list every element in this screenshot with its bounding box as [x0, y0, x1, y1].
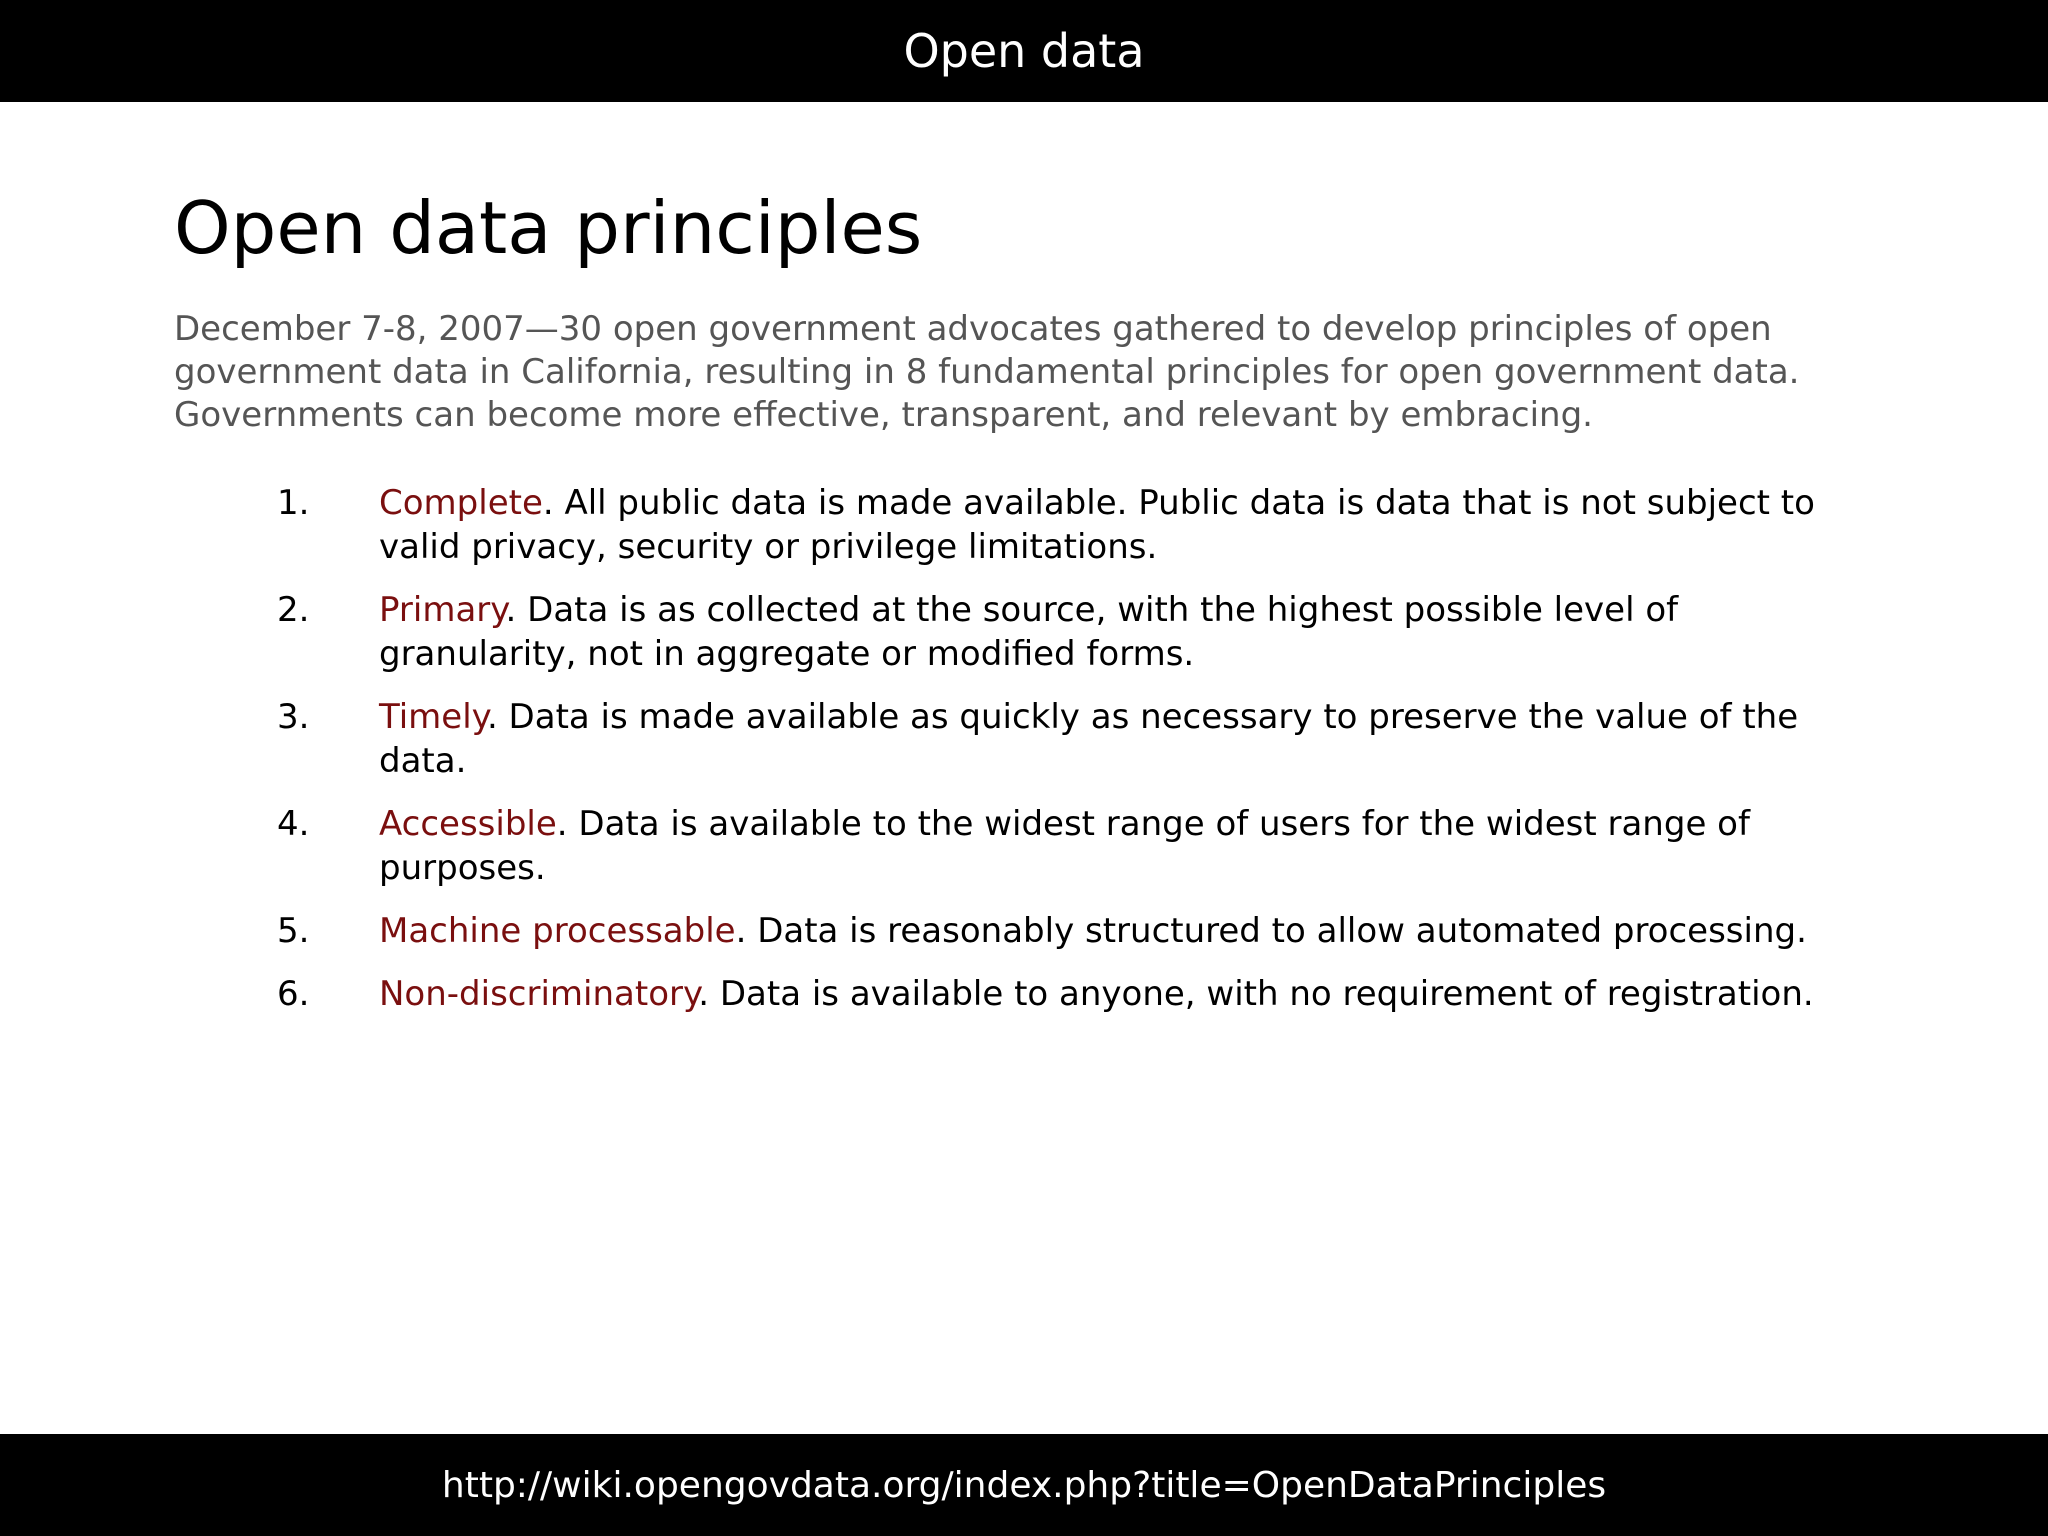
list-item-body	[379, 972, 1849, 1016]
intro-paragraph: December 7-8, 2007—30 open government advocates gathered to develop principles of open government data in California, resulting in 8 fundamental principles for open government data. Governments can become more effective, transparent, and relevant by embracing.	[174, 309, 1800, 435]
principle-term: Timely	[379, 697, 487, 737]
header-title: Open data	[903, 24, 1145, 78]
principle-description: . Data is available to the widest range of users for the widest range of purposes.	[379, 804, 1750, 888]
list-item	[174, 695, 1874, 783]
list-item-body	[379, 909, 1849, 953]
list-item-body	[379, 588, 1849, 676]
list-item-number: 2.	[277, 590, 310, 630]
list-item	[174, 909, 1874, 953]
list-item-number: 3.	[277, 697, 310, 737]
list-item	[174, 972, 1874, 1016]
principle-term: Complete	[379, 483, 543, 523]
list-item-body	[379, 481, 1849, 569]
list-item	[174, 588, 1874, 676]
principle-description: . Data is made available as quickly as necessary to preserve the value of the data.	[379, 697, 1799, 781]
principle-description: . Data is as collected at the source, with the highest possible level of granularity, not in aggregate or modified forms.	[379, 590, 1679, 674]
list-item	[174, 481, 1874, 569]
principle-description: . All public data is made available. Public data is data that is not subject to valid privacy, security or privilege limitations.	[379, 483, 1815, 567]
principle-description: . Data is reasonably structured to allow automated processing.	[735, 911, 1807, 951]
principle-term: Accessible	[379, 804, 557, 844]
list-item	[174, 802, 1874, 890]
list-item-body	[379, 802, 1849, 890]
footer-bar	[0, 1434, 2048, 1536]
list-item-number: 1.	[277, 483, 310, 523]
header-bar	[0, 0, 2048, 102]
principles-list	[174, 481, 1874, 1016]
page-title: Open data principles	[174, 186, 923, 270]
source-url: http://wiki.opengovdata.org/index.php?title=OpenDataPrinciples	[441, 1464, 1607, 1506]
list-item-number: 5.	[277, 911, 310, 951]
list-item-number: 6.	[277, 974, 310, 1014]
principle-term: Primary	[379, 590, 506, 630]
slide-content	[174, 180, 1874, 1035]
principle-description: . Data is available to anyone, with no requirement of registration.	[698, 974, 1814, 1014]
principle-term: Machine processable	[379, 911, 736, 951]
list-item-number: 4.	[277, 804, 310, 844]
list-item-body	[379, 695, 1849, 783]
principle-term: Non-discriminatory	[379, 974, 699, 1014]
